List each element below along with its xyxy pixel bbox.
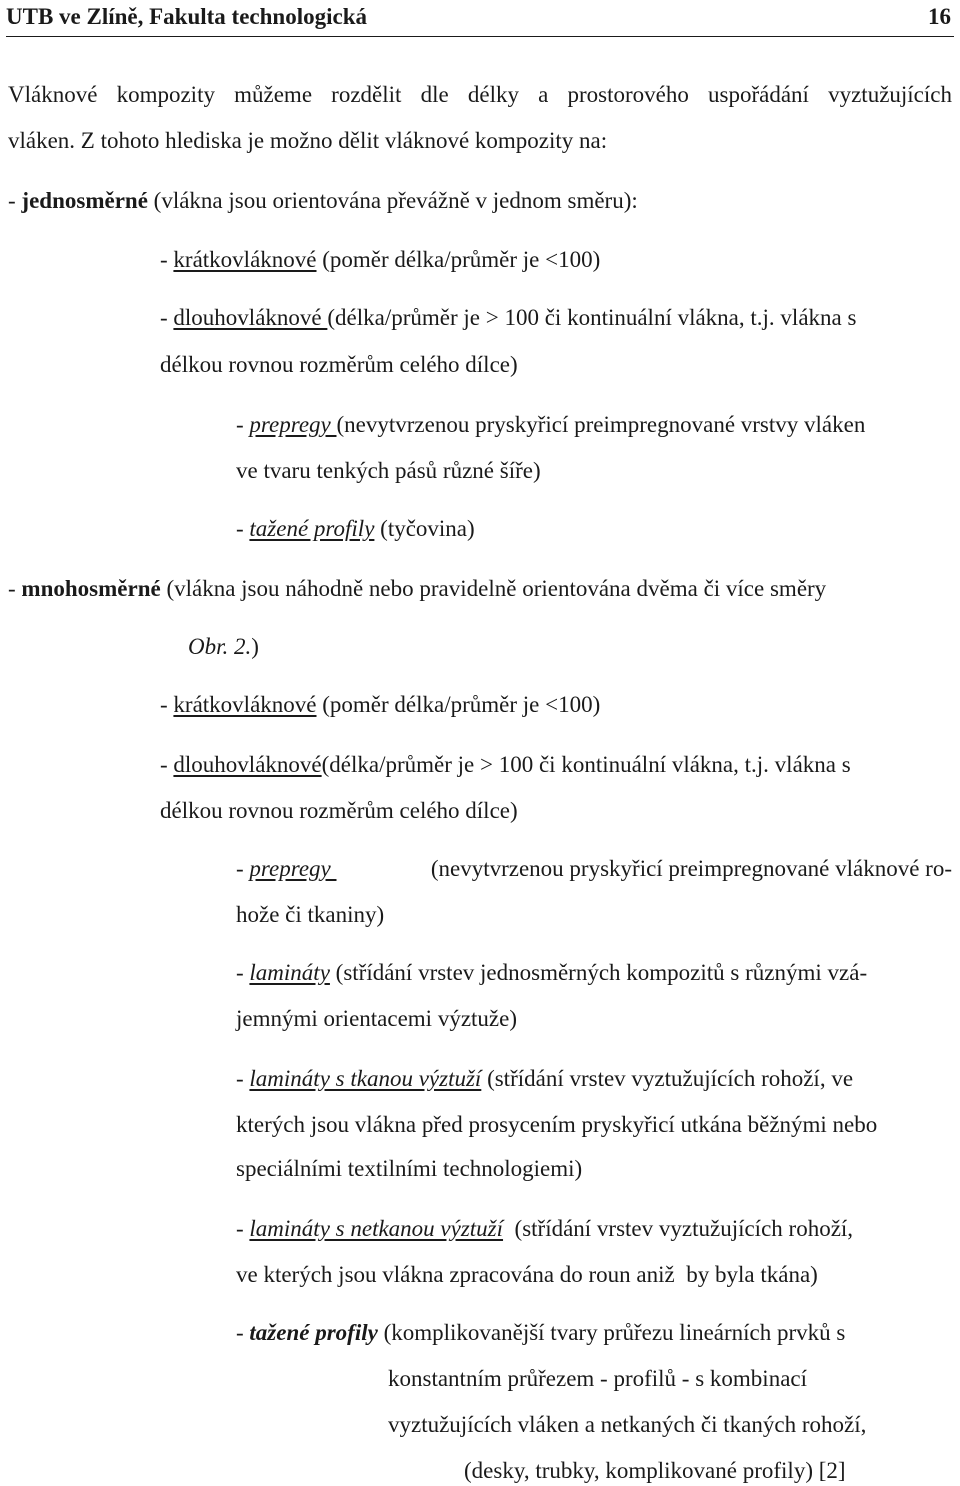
uni-profiles-term: tažené profily: [249, 516, 375, 541]
pultruded-profiles-cont-1: konstantním průřezem - profilů - s kombinací: [388, 1366, 808, 1391]
figure-ref-italic: Obr. 2.: [188, 634, 252, 659]
multi-prepregs-term: prepregy: [249, 856, 337, 881]
multidirectional-item: - mnohosměrné (vlákna jsou náhodně nebo pravidelně orientována dvěma či více směry: [8, 576, 827, 601]
intro-line-2: vláken. Z tohoto hlediska je možno dělit vláknové kompozity na:: [8, 128, 608, 153]
uni-short-fiber-item: - krátkovláknové (poměr délka/průměr je <100): [160, 247, 601, 272]
unidirectional-term: jednosměrné: [21, 188, 148, 213]
intro-line-1: Vláknové kompozity můžeme rozdělit dle délky a prostorového uspořádání vyztužujících: [8, 82, 952, 107]
multi-long-fiber-cont: délkou rovnou rozměrům celého dílce): [160, 798, 518, 823]
multi-long-fiber-term: dlouhovláknové: [173, 752, 322, 777]
multi-long-fiber-item: - dlouhovláknové(délka/průměr je > 100 či kontinuální vlákna, t.j. vlákna s: [160, 752, 851, 777]
figure-reference: Obr. 2.): [188, 634, 259, 659]
pultruded-profiles-cont-2: vyztužujících vláken a netkaných či tkaných rohoží,: [388, 1412, 867, 1437]
woven-laminates-cont-1: kterých jsou vlákna před prosycením pryskyřicí utkána běžnými nebo: [236, 1112, 878, 1137]
running-header-title: UTB ve Zlíně, Fakulta technologická: [6, 4, 367, 29]
uni-prepregs-desc: (nevytvrzenou pryskyřicí preimpregnované vrstvy vláken: [336, 412, 866, 437]
pultruded-profiles-term: tažené profily: [249, 1320, 378, 1345]
woven-laminates-term: lamináty s tkanou výztuží: [249, 1066, 482, 1091]
multi-prepregs-cont: hože či tkaniny): [236, 902, 385, 927]
dash: -: [8, 188, 22, 213]
uni-long-fiber-term: dlouhovláknové: [173, 305, 328, 330]
uni-prepregs-term: prepregy: [249, 412, 337, 437]
pultruded-profiles-item: - tažené profily (komplikovanější tvary průřezu lineárních prvků s: [236, 1320, 846, 1345]
laminates-item: - lamináty (střídání vrstev jednosměrných kompozitů s různými vzá-: [236, 960, 868, 985]
uni-long-fiber-item: - dlouhovláknové (délka/průměr je > 100 či kontinuální vlákna, t.j. vlákna s: [160, 305, 857, 330]
nonwoven-laminates-item: - lamináty s netkanou výztuží (střídání vrstev vyztužujících rohoží,: [236, 1216, 854, 1241]
woven-laminates-cont-2: speciálními textilními technologiemi): [236, 1156, 583, 1181]
unidirectional-item: [8, 188, 638, 214]
nonwoven-laminates-term: lamináty s netkanou výztuží: [249, 1216, 504, 1241]
header-rule: [6, 36, 954, 37]
uni-profiles-item: - tažené profily (tyčovina): [236, 516, 475, 541]
multidirectional-desc: (vlákna jsou náhodně nebo pravidelně orientována dvěma či více směry: [160, 576, 827, 601]
multi-long-fiber-desc: (délka/průměr je > 100 či kontinuální vlákna, t.j. vlákna s: [321, 752, 851, 777]
multi-short-fiber-desc: (poměr délka/průměr je <100): [316, 692, 601, 717]
nonwoven-laminates-desc: (střídání vrstev vyztužujících rohoží,: [503, 1216, 854, 1241]
uni-short-fiber-term: krátkovláknové: [173, 247, 317, 272]
multi-short-fiber-term: krátkovláknové: [173, 692, 317, 717]
page-number: 16: [928, 4, 951, 29]
uni-long-fiber-desc: (délka/průměr je > 100 či kontinuální vlákna, t.j. vlákna s: [327, 305, 857, 330]
pultruded-profiles-desc: (komplikovanější tvary průřezu lineárních prvků s: [377, 1320, 846, 1345]
multi-prepregs-item: - prepregy (nevytvrzenou pryskyřicí preimpregnované vláknové ro-: [236, 856, 952, 881]
laminates-cont: jemnými orientacemi výztuže): [236, 1006, 517, 1031]
uni-long-fiber-cont: délkou rovnou rozměrům celého dílce): [160, 352, 518, 377]
uni-prepregs-cont: ve tvaru tenkých pásů různé šíře): [236, 458, 541, 483]
multi-prepregs-desc: (nevytvrzenou pryskyřicí preimpregnované vláknové ro-: [430, 856, 952, 881]
laminates-desc: (střídání vrstev jednosměrných kompozitů s různými vzá-: [329, 960, 868, 985]
laminates-term: lamináty: [249, 960, 330, 985]
uni-short-fiber-desc: (poměr délka/průměr je <100): [316, 247, 601, 272]
pultruded-profiles-cont-3: (desky, trubky, komplikované profily) [2]: [464, 1458, 846, 1483]
nonwoven-laminates-cont: ve kterých jsou vlákna zpracována do roun aniž by byla tkána): [236, 1262, 818, 1287]
uni-prepregs-item: - prepregy (nevytvrzenou pryskyřicí preimpregnované vrstvy vláken: [236, 412, 866, 437]
multi-short-fiber-item: - krátkovláknové (poměr délka/průměr je <100): [160, 692, 601, 717]
woven-laminates-item: - lamináty s tkanou výztuží (střídání vrstev vyztužujících rohoží, ve: [236, 1066, 854, 1091]
woven-laminates-desc: (střídání vrstev vyztužujících rohoží, ve: [481, 1066, 854, 1091]
multidirectional-term: mnohosměrné: [21, 576, 161, 601]
uni-profiles-desc: (tyčovina): [374, 516, 475, 541]
unidirectional-desc: (vlákna jsou orientována převážně v jednom směru):: [147, 188, 638, 213]
